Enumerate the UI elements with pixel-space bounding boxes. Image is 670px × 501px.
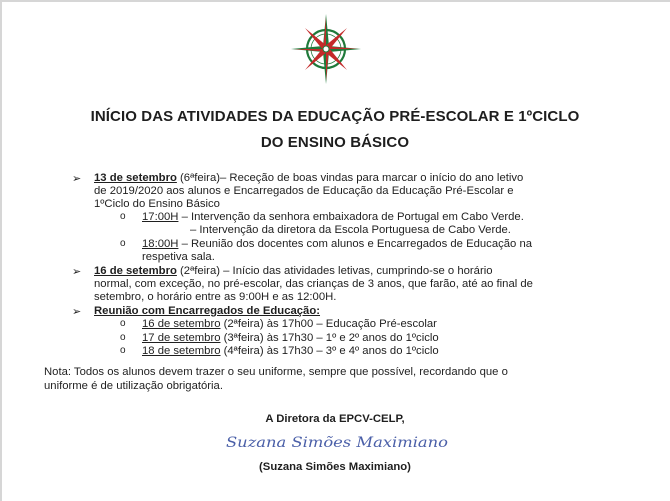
item2-line1 (94, 265, 493, 278)
item1-sub2-text: – Reunião dos docentes com alunos e Encarregados de Educação na (178, 238, 533, 250)
note-line-1: Nota: Todos os alunos devem trazer o seu uniforme, sempre que possível, recordando que o (44, 366, 508, 378)
item1-sub1-line2: – Intervenção da diretora da Escola Portuguesa de Cabo Verde. (190, 224, 511, 236)
meeting-date: 18 de setembro (142, 345, 221, 357)
item2-date: 16 de setembro (94, 265, 177, 277)
circle-bullet-icon: o (120, 211, 126, 222)
meeting-date: 17 de setembro (142, 332, 221, 344)
item2-line3: setembro, o horário entre as 9:00H e as 12:00H. (94, 291, 337, 303)
frame-left-border (0, 0, 2, 501)
document-title-line-2: DO ENSINO BÁSICO (260, 134, 410, 151)
item3-heading: Reunião com Encarregados de Educação: (94, 305, 321, 317)
item1-line1 (94, 172, 523, 185)
item1-sub2 (142, 238, 532, 251)
note-line-2: uniforme é de utilização obrigatória. (44, 380, 223, 392)
item1-date: 13 de setembro (94, 172, 177, 184)
compass-rose-logo-icon (291, 14, 361, 84)
circle-bullet-icon: o (120, 332, 126, 343)
signature-script: Suzana Simões Maximiano (226, 435, 448, 451)
item1-sub2-line2: respetiva sala. (142, 251, 215, 263)
item1-sub1-time: 17:00H (142, 211, 179, 223)
meeting-detail: (2ªfeira) às 17h00 – Educação Pré-escolar (220, 318, 437, 330)
item1-line2: de 2019/2020 aos alunos e Encarregados de Educação da Educação Pré-Escolar e (94, 185, 514, 197)
item1-sub1 (142, 211, 524, 224)
meeting-detail: (3ªfeira) às 17h30 – 1º e 2º anos do 1ºciclo (220, 332, 439, 344)
item1-line1-text: (6ªfeira)– Receção de boas vindas para marcar o início do ano letivo (176, 172, 524, 184)
meeting-detail: (4ªfeira) às 17h30 – 3º e 4º anos do 1ºciclo (220, 345, 439, 357)
circle-bullet-icon: o (120, 318, 126, 329)
arrowhead-bullet-icon: ➢ (72, 266, 82, 278)
meeting-date: 16 de setembro (142, 318, 221, 330)
meeting-row (142, 318, 437, 331)
frame-top-border (0, 0, 670, 2)
circle-bullet-icon: o (120, 345, 126, 356)
item2-line2: normal, com exceção, no pré-escolar, das crianças de 3 anos, que farão, até ao final de (94, 278, 533, 290)
item1-sub1-text: – Intervenção da senhora embaixadora de Portugal em Cabo Verde. (178, 211, 524, 223)
circle-bullet-icon: o (120, 238, 126, 249)
arrowhead-bullet-icon: ➢ (72, 173, 82, 185)
meeting-row (142, 332, 439, 345)
item2-line1-text: (2ªfeira) – Início das atividades letivas, cumprindo-se o horário (176, 265, 493, 277)
arrowhead-bullet-icon: ➢ (72, 306, 82, 318)
meeting-row (142, 345, 439, 358)
signature-title: A Diretora da EPCV-CELP, (265, 413, 405, 425)
item1-line3: 1ºCiclo do Ensino Básico (94, 198, 220, 210)
signatory-name: (Suzana Simões Maximiano) (259, 461, 411, 473)
handwritten-signature (222, 426, 452, 456)
document-title-line-1: INÍCIO DAS ATIVIDADES DA EDUCAÇÃO PRÉ-ESCOLAR E 1ºCICLO (90, 108, 580, 125)
item1-sub2-time: 18:00H (142, 238, 179, 250)
